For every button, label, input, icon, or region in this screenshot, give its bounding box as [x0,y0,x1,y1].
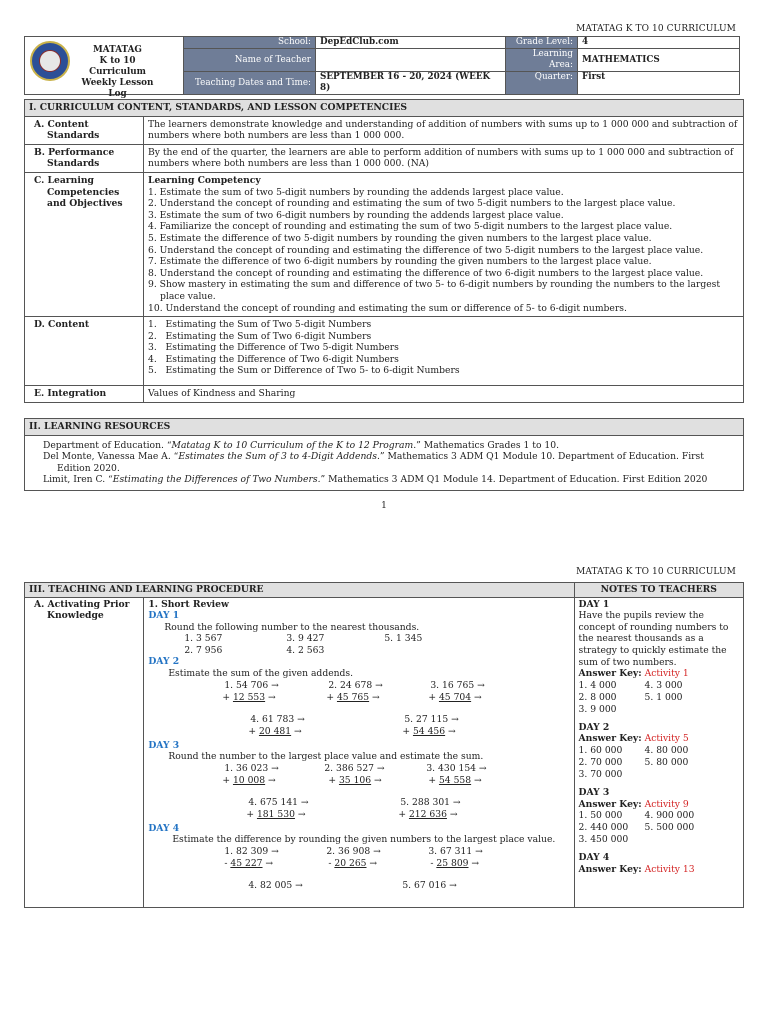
competencies-label: C. Learning Competencies and Objectives [25,172,144,316]
school-label: School: [184,37,316,49]
area-value: MATHEMATICS [578,49,740,72]
list-item: 5. Estimate the difference of two 5-digit numbers by rounding the given numbers to the largest place value. [148,232,652,244]
curriculum-label: MATATAG K TO 10 CURRICULUM [576,567,736,577]
performance-standards-text: By the end of the quarter, the learners are able to perform addition of numbers with sums up to 1 000 000 and subtraction of numbers where both numbers are less than 1 000 000. (NA) [144,144,744,172]
list-item: Del Monte, Vanessa Mae A. “Estimates the Sum of 3 to 4-Digit Addends.” Mathematics 3 ADM Q1 Module 10. Department of Education. First Edition 2020. [43,451,704,474]
brand-title: MATATAG K to 10 Curriculum Weekly Lesson Log [81,45,154,99]
quarter-value: First [578,72,740,95]
list-item: 1. Estimate the sum of two 5-digit numbers by rounding the addends largest place value. [148,186,564,198]
day1-items [148,633,569,656]
day2-instruction: Estimate the sum of the given addends. [168,667,354,679]
day1-instruction: Round the following number to the nearest thousands. [164,621,420,633]
list-item: 2. Understand the concept of rounding and estimating the sum of two 5-digit numbers to the largest place value. [148,198,676,210]
dates-value: SEPTEMBER 16 - 20, 2024 (WEEK 8) [316,72,506,95]
list-item: 1. Estimating the Sum of Two 5-digit Numbers [148,319,372,331]
curriculum-table [24,99,744,403]
list-item: 3. 9 427 [286,633,325,645]
day1-heading: DAY 1 [148,610,180,622]
list-item: Limit, Iren C. “Estimating the Differences of Two Numbers.” Mathematics 3 ADM Q1 Module 14. Department of Education. First Edition 2020 [43,474,708,486]
content-standards-text: The learners demonstrate knowledge and understanding of addition of numbers with sums up to 1 000 000 and subtraction of numbers where both numbers are less than 1 000 000. [144,116,744,144]
day4-instruction: Estimate the difference by rounding the given numbers to the largest place value. [172,834,556,846]
list-item: 4. 2 563 [286,645,325,657]
area-label: Learning Area: [506,49,578,72]
section-title: I. CURRICULUM CONTENT, STANDARDS, AND LESSON COMPETENCIES [25,100,744,117]
short-review-heading: 1. Short Review [148,598,229,610]
page-number: 1 [381,501,387,511]
day2-problems: 1. 54 706 → 2. 24 678 → 3. 16 765 → + 12 553 → + 45 765 → + 45 704 → 4. 61 783 → 5. 27 115 → + 20 481 → + 54 456 → [222,679,485,737]
activating-label: A. Activating Prior Knowledge [25,597,144,907]
procedure-title: III. TEACHING AND LEARNING PROCEDURE [25,583,575,598]
list-item: 7. Estimate the difference of two 6-digit numbers by rounding the given numbers to the largest place value. [148,256,652,268]
curriculum-label: MATATAG K TO 10 CURRICULUM [576,24,736,34]
list-item: 2. Estimating the Sum of Two 6-digit Numbers [148,330,372,342]
deped-seal-icon [30,41,70,81]
teacher-value [316,49,506,72]
performance-standards-label: B. Performance Standards [25,144,144,172]
day4-heading: DAY 4 [148,822,180,834]
procedure-table [24,582,744,908]
list-item: Department of Education. “Matatag K to 10 Curriculum of the K to 12 Program.” Mathematics Grades 1 to 10. [43,439,560,451]
resources-title: II. LEARNING RESOURCES [25,419,744,436]
list-item: 4. Estimating the Difference of Two 6-digit Numbers [148,353,399,365]
day3-problems: 1. 36 023 → 2. 386 527 → 3. 430 154 → + 10 008 → + 35 106 → + 54 558 → 4. 675 141 → 5. 288 301 → + 181 530 → + 212 636 → [222,762,487,820]
grade-label: Grade Level: [506,37,578,49]
list-item: 6. Understand the concept of rounding and estimating the difference of two 5-digit numbers to the largest place value. [148,244,704,256]
resources-table [24,418,744,491]
list-item: 4. Familiarize the concept of rounding and estimating the sum of two 5-digit numbers to the largest place value. [148,221,673,233]
list-item: 3. Estimate the sum of two 6-digit numbers by rounding the addends largest place value. [148,209,564,221]
notes-title: NOTES TO TEACHERS [574,583,743,598]
list-item: 5. 1 345 [384,633,423,645]
content-label: D. Content [25,317,144,386]
quarter-label: Quarter: [506,72,578,95]
list-item: 1. 3 567 [184,633,223,645]
list-item: 3. Estimating the Difference of Two 5-digit Numbers [148,342,399,354]
school-value: DepEdClub.com [316,37,506,49]
content-list [144,317,744,386]
day3-heading: DAY 3 [148,739,180,751]
integration-label: E. Integration [25,386,144,403]
integration-text: Values of Kindness and Sharing [144,386,744,403]
notes-column: DAY 1 Have the pupils review the concept of rounding numbers to the nearest thousands as a strategy to quickly estimate the sum of two numbers. Answer Key: Activity 1 1. 4 000 4. 3 000 2. 8 000 5. 1 000 3. 9 000 DAY 2 Answer Key: Activity 5 1. 60 000 4. 80 000 2. 70 000 5. 80 000 3. 70 000 DAY 3 Answer Key: Activity 9 1. 50 000 4. 900 000 2. 440 000 5. 500 000 3. 450 000 DAY 4 Answer Key: Activity 13 [574,597,743,907]
day2-heading: DAY 2 [148,656,180,668]
day4-problems: 1. 82 309 → 2. 36 908 → 3. 67 311 → - 45 227 → - 20 265 → - 25 809 → 4. 82 005 → 5. 67 016 → [224,845,483,891]
list-item: 2. 7 956 [184,645,223,657]
content-standards-label: A. Content Standards [25,116,144,144]
teacher-label: Name of Teacher [184,49,316,72]
day3-instruction: Round the number to the largest place value and estimate the sum. [168,751,484,763]
list-item: 9. Show mastery in estimating the sum and difference of two 5- to 6-digit numbers by rounding the numbers to the largest place value. [148,279,721,302]
grade-value: 4 [578,37,740,49]
list-item: 8. Understand the concept of rounding and estimating the difference of two 6-digit numbers to the largest place value. [148,267,704,279]
dates-label: Teaching Dates and Time: [184,72,316,95]
resources-list [25,435,744,490]
list-item: 5. Estimating the Sum or Difference of Two 5- to 6-digit Numbers [148,365,460,377]
competencies-list: Learning Competency 1. Estimate the sum of two 5-digit numbers by rounding the addends largest place value. 2. Understand the concept of rounding and estimating the sum of two 5-digit numbers to the largest place value. 3. Estimate the sum of two 6-digit numbers by rounding the addends largest place value. 4. Familiarize the concept of rounding and estimating the sum of two 5-digit numbers to the largest place value. 5. Estimate the difference of two 5-digit numbers by rounding the given numbers to the largest place value. 6. Understand the concept of rounding and estimating the difference of two 5-digit numbers to the largest place value. 7. Estimate the difference of two 6-digit numbers by rounding the given numbers to the largest place value. 8. Understand the concept of rounding and estimating the difference of two 6-digit numbers to the largest place value. 9. Show mastery in estimating the sum and difference of two 5- to 6-digit numbers by rounding the numbers to the largest place value. 10. Understand the concept of rounding and estimating the sum or difference of 5- to 6-digit numbers. [144,172,744,316]
activating-content [144,597,574,907]
list-item: 10. Understand the concept of rounding and estimating the sum or difference of 5- to 6-digit numbers. [148,302,627,314]
